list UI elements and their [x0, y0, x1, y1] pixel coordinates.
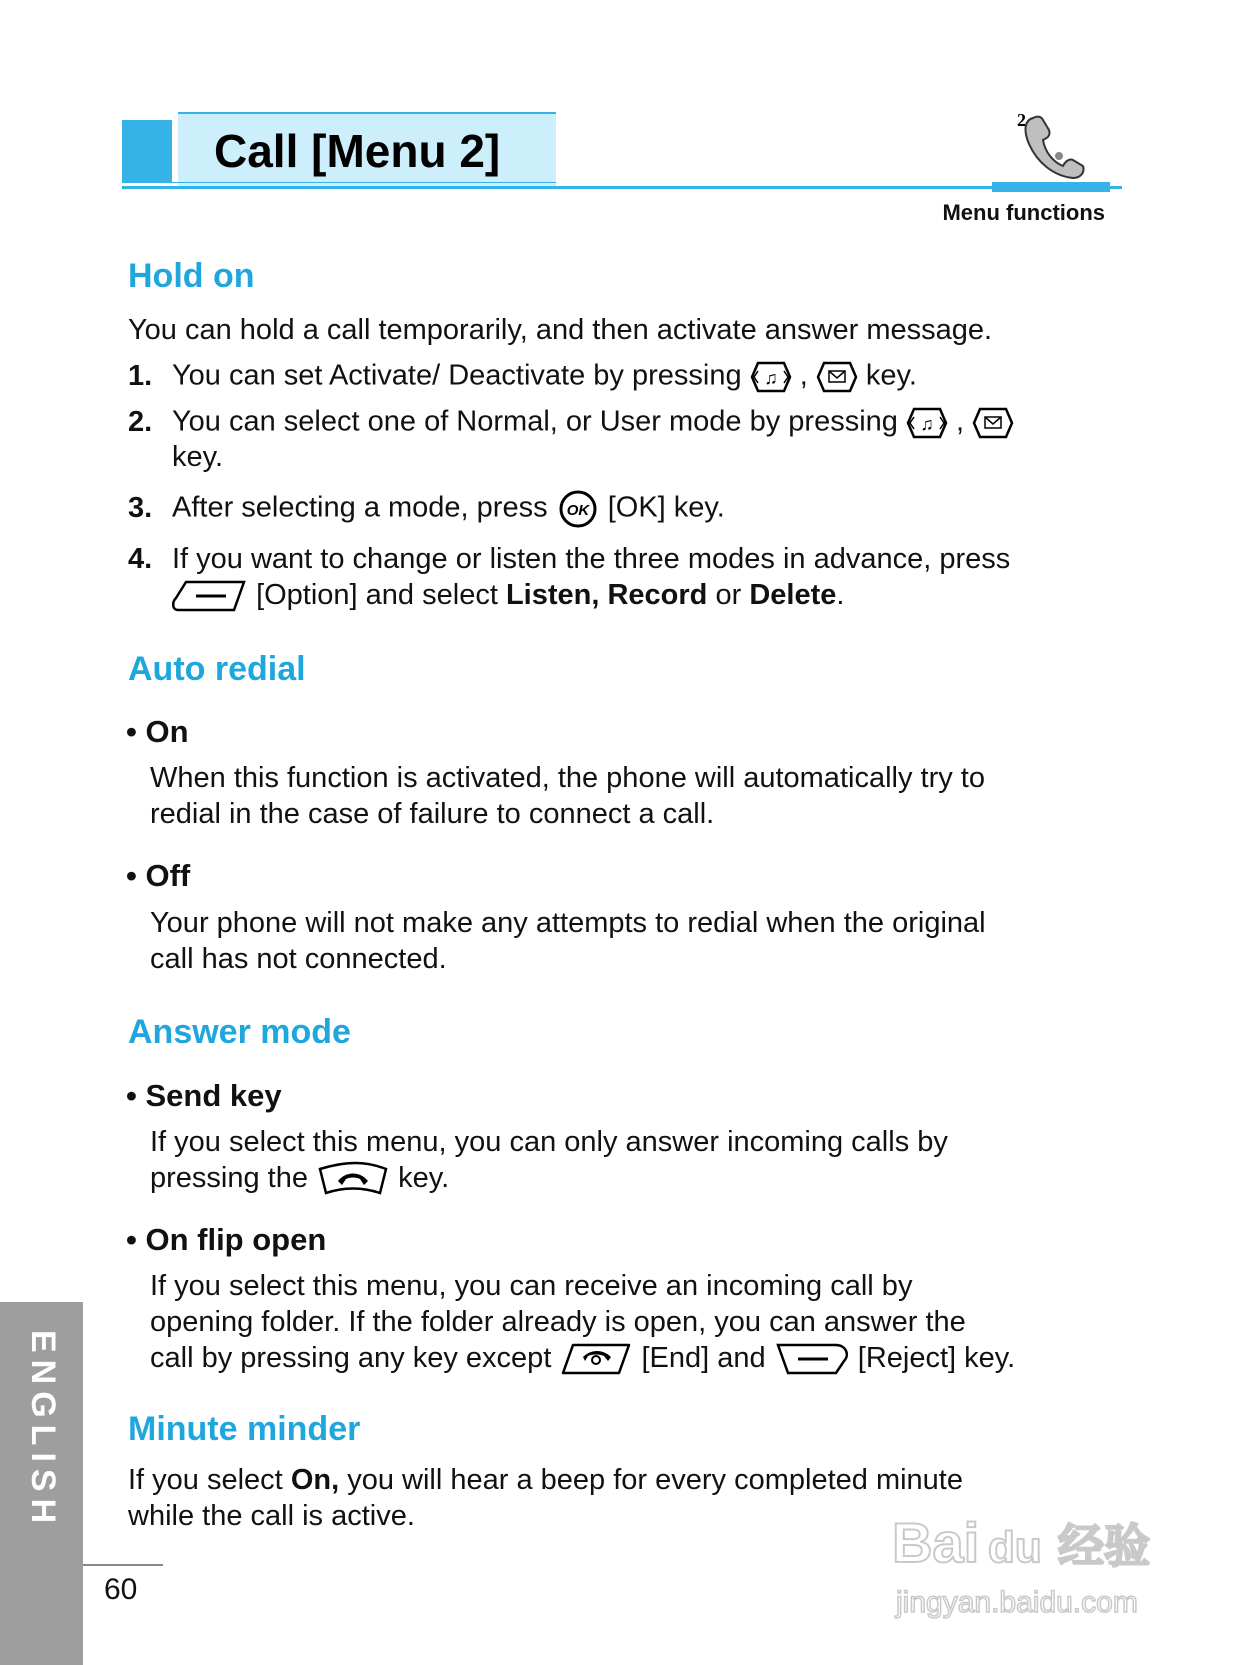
minute-minder-desc-2: while the call is active.: [128, 1500, 415, 1532]
step-1: [128, 357, 917, 397]
end-key-icon: [559, 1341, 633, 1377]
ok-key-icon: [556, 489, 600, 529]
svg-text:经验: 经验: [1058, 1519, 1150, 1573]
menu-number-label: 2: [1017, 110, 1026, 130]
off-desc-1: Your phone will not make any attempts to redial when the original: [150, 907, 986, 939]
mm-text-end: you will hear a beep for every completed minute: [347, 1464, 963, 1496]
on-desc-1: When this function is activated, the phone will automatically try to: [150, 762, 985, 794]
heading-hold-on: Hold on: [128, 257, 255, 295]
flip-text-end: [Reject] key.: [857, 1342, 1016, 1374]
svg-text:jingyan.baidu.com: jingyan.baidu.com: [896, 1586, 1138, 1619]
hold-on-intro: You can hold a call temporarily, and then activate answer message.: [128, 314, 993, 346]
send-key-icon: [316, 1161, 390, 1197]
mm-on: On,: [290, 1464, 340, 1496]
music-key-icon: [906, 403, 948, 443]
step-text: You can select one of Normal, or User mode by pressing: [172, 405, 898, 438]
flip-text: call by pressing any key except: [150, 1342, 552, 1374]
step-number: 4.: [128, 543, 153, 575]
bullet-on-flip-open: • On flip open: [126, 1222, 327, 1257]
header-accent-square: [122, 120, 172, 182]
step-text: [Option] and select: [256, 579, 498, 611]
step-text: If you want to change or listen the three modes in advance, press: [172, 543, 1011, 575]
send-key-text-end: key.: [398, 1162, 450, 1194]
separator: ,: [799, 359, 808, 392]
step-number: 1.: [128, 359, 153, 392]
bullet-send-key: • Send key: [126, 1078, 282, 1113]
svg-text:♫: ♫: [763, 368, 778, 388]
send-key-text: pressing the: [150, 1162, 308, 1194]
right-soft-key-icon: [774, 1341, 850, 1377]
bullet-off: • Off: [126, 858, 191, 893]
flip-desc-3: [150, 1340, 1015, 1377]
step-text: After selecting a mode, press: [172, 491, 548, 524]
step-number: 3.: [128, 491, 153, 524]
message-key-icon: [972, 403, 1014, 443]
music-key-icon: [750, 357, 792, 397]
off-desc-2: call has not connected.: [150, 943, 447, 975]
flip-text-mid: [End] and: [641, 1342, 766, 1374]
step-4: [128, 541, 1010, 577]
step-2: [128, 403, 1014, 443]
step-number: 2.: [128, 405, 153, 438]
svg-text:OK: OK: [566, 502, 589, 519]
option-delete: Delete: [749, 579, 837, 611]
heading-auto-redial: Auto redial: [128, 650, 306, 688]
language-label: [26, 1330, 66, 1650]
step-4-cont: [172, 577, 844, 614]
bullet-on: • On: [126, 714, 189, 749]
on-desc-2: redial in the case of failure to connect a call.: [150, 798, 715, 830]
mm-text: If you select: [128, 1464, 283, 1496]
page-number: 60: [104, 1573, 138, 1606]
separator: ,: [956, 405, 965, 438]
left-soft-key-icon: [172, 578, 248, 614]
step-end: .: [836, 579, 845, 611]
heading-minute-minder: Minute minder: [128, 1410, 361, 1448]
section-label: Menu functions: [942, 200, 1105, 225]
step-or: or: [715, 579, 742, 611]
send-key-desc-2: [150, 1160, 449, 1197]
footer-rule: [83, 1564, 163, 1566]
flip-desc-1: If you select this menu, you can receive an incoming call by: [150, 1270, 913, 1302]
step-text: You can set Activate/ Deactivate by pressing: [172, 359, 742, 392]
svg-text:du: du: [988, 1523, 1042, 1572]
step-text-end: [OK] key.: [607, 491, 725, 524]
step-3: [128, 489, 725, 529]
header-divider: [122, 186, 1122, 189]
flip-desc-2: opening folder. If the folder already is open, you can answer the: [150, 1306, 966, 1338]
page-title: Call [Menu 2]: [214, 125, 501, 177]
header-divider-thin: [122, 182, 556, 183]
option-listen-record: Listen, Record: [505, 579, 708, 611]
phone-handset-icon: [1015, 108, 1115, 184]
svg-text:Bai: Bai: [892, 1511, 980, 1574]
send-key-desc-1: If you select this menu, you can only answer incoming calls by: [150, 1126, 948, 1158]
step-text-end: key.: [865, 359, 917, 392]
baidu-watermark: [888, 1500, 1188, 1630]
message-key-icon: [816, 357, 858, 397]
svg-text:♫: ♫: [920, 414, 934, 434]
language-label-text: ENGLISH: [24, 1330, 62, 1531]
step-2-cont: key.: [172, 441, 224, 473]
minute-minder-desc-1: [128, 1462, 963, 1498]
heading-answer-mode: Answer mode: [128, 1013, 351, 1051]
